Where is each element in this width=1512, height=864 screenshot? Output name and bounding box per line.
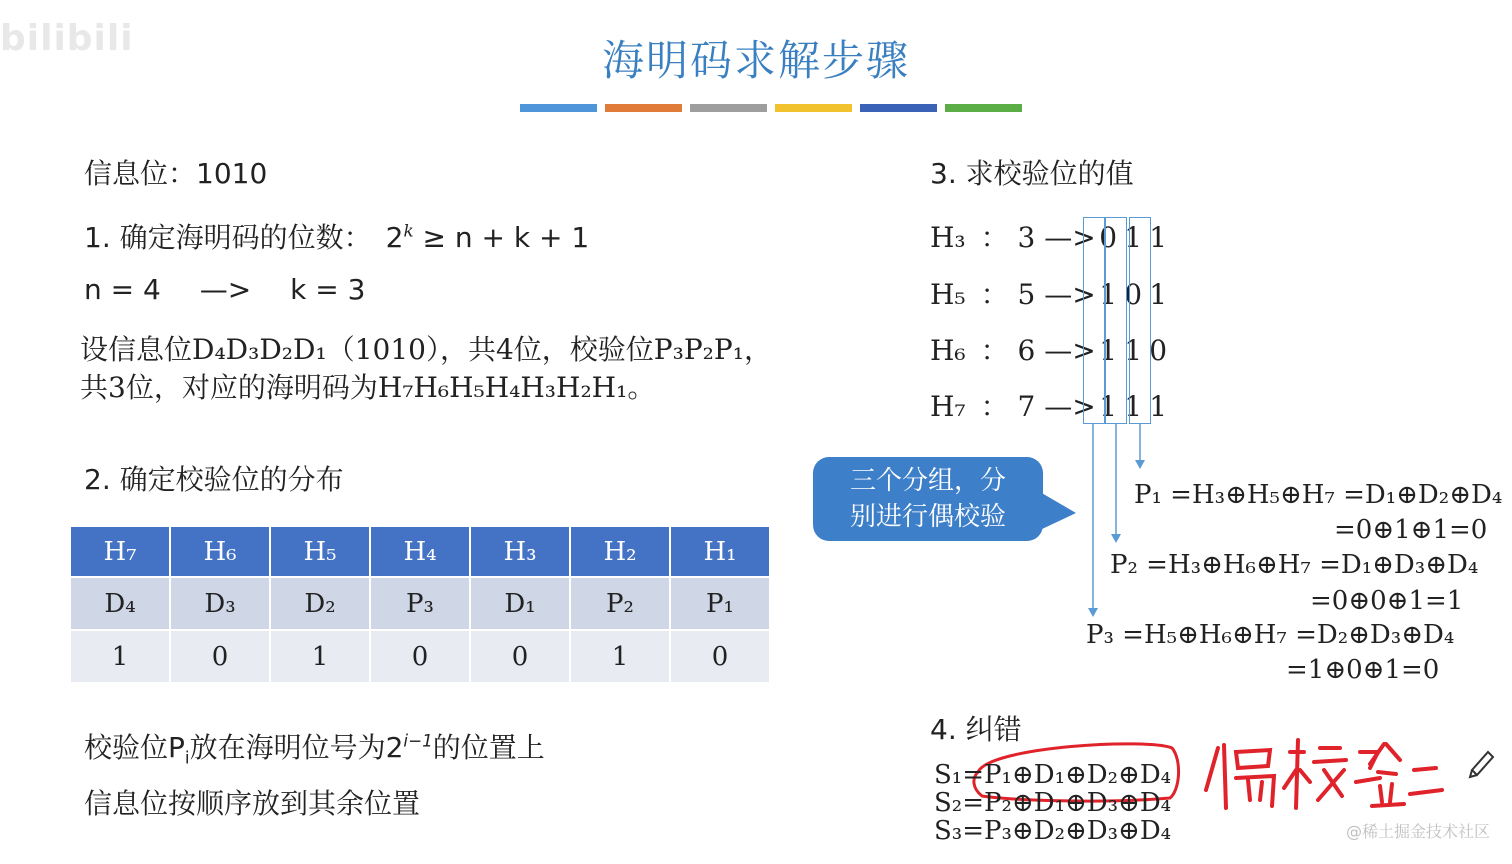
table-cell: H₃ (471, 527, 571, 576)
n-value: n = 4 (84, 273, 161, 306)
arrow-head-p1 (1135, 460, 1145, 469)
description-line-2: 共3位，对应的海明码为H₇H₆H₅H₄H₃H₂H₁。 (80, 371, 656, 404)
site-watermark: @稀土掘金技术社区 (1345, 822, 1490, 841)
k-value: k = 3 (290, 273, 366, 306)
h-bit: 1 (1124, 221, 1143, 254)
step2-heading: 2. 确定校验位的分布 (84, 463, 344, 496)
table-cell: H₇ (71, 527, 171, 576)
table-cell: 1 (71, 629, 171, 682)
h-label: H₃ (930, 221, 966, 254)
h-number: 7 —> (1017, 390, 1096, 423)
arrow: —> (199, 273, 252, 306)
table-cell: 1 (271, 629, 371, 682)
h-bit: 1 (1099, 278, 1118, 311)
table-cell: D₃ (171, 576, 271, 629)
table-cell: P₃ (371, 576, 471, 629)
p1-formula: P₁ =H₃⊕H₅⊕H₇ =D₁⊕D₂⊕D₄ (1134, 480, 1503, 510)
h-bit: 1 (1124, 390, 1143, 423)
table-cell: P₂ (571, 576, 671, 629)
step4-heading: 4. 纠错 (930, 713, 1022, 746)
handwriting-strokes (1206, 740, 1442, 808)
table-cell: 1 (571, 629, 671, 682)
table-cell: H₂ (571, 527, 671, 576)
callout-line-2: 别进行偶校验 (849, 502, 1006, 532)
p3-value: =1⊕0⊕1=0 (1286, 655, 1440, 685)
table-cell: 0 (371, 629, 471, 682)
p3-formula: P₃ =H₅⊕H₆⊕H₇ =D₂⊕D₃⊕D₄ (1086, 620, 1455, 650)
table-cell: D₂ (271, 576, 371, 629)
table-cell: P₁ (671, 576, 771, 629)
arrow-head-p2 (1111, 534, 1121, 543)
table-cell: H₄ (371, 527, 471, 576)
h-bit: 1 (1099, 390, 1118, 423)
table-cell: H₆ (171, 527, 271, 576)
h-label: H₆ (930, 334, 966, 367)
p1-value: =0⊕1⊕1=0 (1334, 515, 1488, 545)
h-sep: ： (980, 278, 1009, 311)
formula-rest: ≥ n + k + 1 (413, 221, 590, 254)
s2-formula: S₂=P₂⊕D₁⊕D₃⊕D₄ (934, 788, 1172, 818)
h-bit: 0 (1124, 278, 1143, 311)
rule1-sup: i−1 (403, 730, 433, 751)
arrow-head-p3 (1088, 608, 1098, 617)
step1-label: 1. 确定海明码的位数： (84, 221, 372, 254)
rule1-sub: i (184, 747, 190, 768)
h-sep: ： (980, 390, 1009, 423)
callout-line-1: 三个分组，分 (849, 466, 1006, 496)
s3-formula: S₃=P₃⊕D₂⊕D₃⊕D₄ (934, 816, 1172, 846)
step3-heading: 3. 求校验位的值 (930, 157, 1134, 190)
h-number: 6 —> (1017, 334, 1096, 367)
h-bit: 0 (1149, 334, 1168, 367)
rule1-part-a: 校验位P (84, 731, 185, 764)
page-title: 海明码求解步骤 (601, 36, 910, 85)
table-cell: 0 (671, 629, 771, 682)
video-watermark: bilibili (0, 18, 134, 59)
table-cell: D₄ (71, 576, 171, 629)
p2-formula: P₂ =H₃⊕H₆⊕H₇ =D₁⊕D₃⊕D₄ (1110, 550, 1479, 580)
table-cell: H₅ (271, 527, 371, 576)
table-cell: H₁ (671, 527, 771, 576)
table-cell: 0 (171, 629, 271, 682)
h-number: 5 —> (1017, 278, 1096, 311)
h-bit: 0 (1099, 221, 1118, 254)
rule-line-2: 信息位按顺序放到其余位置 (84, 787, 421, 820)
table-cell: D₁ (471, 576, 571, 629)
h-bit: 1 (1149, 278, 1168, 311)
description-line-1: 设信息位D₄D₃D₂D₁（1010），共4位，校验位P₃P₂P₁， (80, 333, 772, 366)
h-sep: ： (980, 221, 1009, 254)
h-label: H₇ (930, 390, 966, 423)
h-label: H₅ (930, 278, 966, 311)
formula-base: 2 (385, 221, 404, 254)
even-parity-callout (813, 457, 1043, 541)
h-number: 3 —> (1017, 221, 1096, 254)
table-cell: 0 (471, 629, 571, 682)
pencil-icon (1470, 752, 1493, 777)
p2-value: =0⊕0⊕1=1 (1310, 586, 1464, 616)
rule1-part-c: 的位置上 (432, 731, 545, 764)
bubble-tail (1040, 492, 1076, 530)
s1-formula: S₁=P₁⊕D₁⊕D₂⊕D₄ (934, 760, 1172, 790)
rule1-part-b: 放在海明位号为2 (189, 731, 404, 764)
h-sep: ： (980, 334, 1009, 367)
h-bit: 1 (1099, 334, 1118, 367)
info-bits-line: 信息位：1010 (84, 157, 268, 190)
h-bit: 1 (1149, 390, 1168, 423)
h-bit: 1 (1124, 334, 1143, 367)
formula-exp: k (403, 220, 414, 241)
h-bit: 1 (1149, 221, 1168, 254)
